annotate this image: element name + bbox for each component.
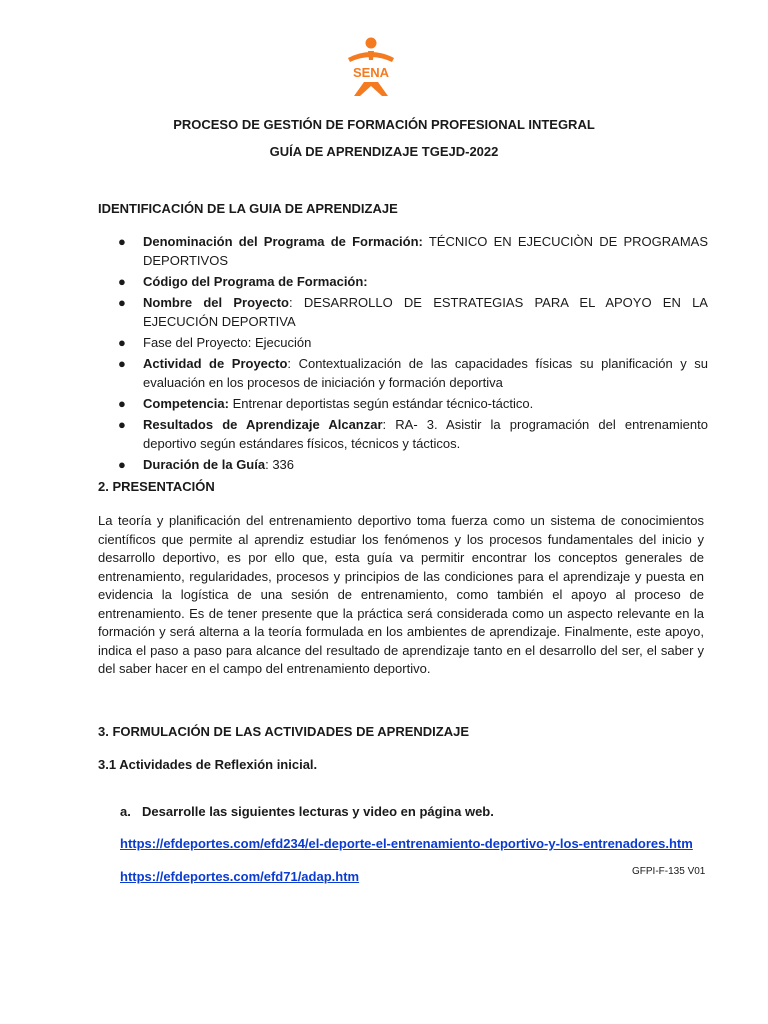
field-value: : Contextualización de las capacidades físicas su planificación y su evaluación en los procesos de iniciación y formación deportiva: [143, 356, 708, 390]
field-value: TÉCNICO EN EJECUCIÒN DE PROGRAMAS DEPORTIVOS: [143, 234, 708, 268]
svg-text:SENA: SENA: [352, 65, 390, 80]
list-item: [98, 394, 708, 413]
bullet-icon: ●: [118, 335, 126, 350]
list-item: [98, 333, 708, 352]
list-item: [98, 455, 708, 474]
activities-subheading: 3.1 Actividades de Reflexión inicial.: [98, 757, 318, 772]
field-label: Código del Programa de Formación:: [143, 274, 368, 289]
list-item: [98, 272, 708, 291]
identification-list: [98, 232, 708, 476]
guide-title: GUÍA DE APRENDIZAJE TGEJD-2022: [269, 144, 499, 159]
reading-link-2[interactable]: https://efdeportes.com/efd71/adap.htm: [120, 869, 360, 884]
field-label: Competencia:: [143, 396, 229, 411]
item-text: Desarrolle las siguientes lecturas y video en página web.: [142, 804, 494, 819]
list-item: [98, 293, 708, 331]
field-value: Entrenar deportistas según estándar técnico-táctico.: [228, 396, 534, 411]
activities-heading: 3. FORMULACIÓN DE LAS ACTIVIDADES DE APRENDIZAJE: [98, 724, 470, 739]
item-letter: a.: [120, 804, 131, 819]
field-value: : DESARROLLO DE ESTRATEGIAS PARA EL APOYO EN LA EJECUCIÓN DEPORTIVA: [143, 295, 708, 329]
bullet-icon: ●: [118, 417, 126, 432]
field-label: Denominación del Programa de Formación:: [143, 234, 423, 249]
field-label: Duración de la Guía: [143, 457, 266, 472]
document-code: GFPI-F-135 V01: [632, 866, 706, 877]
list-item: [98, 232, 708, 270]
bullet-icon: ●: [118, 396, 126, 411]
bullet-icon: ●: [118, 234, 126, 249]
bullet-icon: ●: [118, 356, 126, 371]
presentation-text: La teoría y planificación del entrenamiento deportivo toma fuerza como un sistema de conocimientos científicos que permite al aprendiz estudiar los fenómenos y los procesos fundamentales del inicio y desarrollo deportivo, es por ello que, esta guía va permitir encontrar los conceptos generales de entrenamiento, regularidades, procesos y principios de las condiciones para el aprendizaje y puesta en evidencia la logística de una sesión de entrenamiento, como también el apoyo al proceso de entrenamiento. Es de tener presente que la práctica será considerada como un aspecto relevante en la formación y será alterna a la teoría formulada en los ambientes de aprendizaje. Finalmente, este apoyo, indica el paso a paso para alcance del resultado de aprendizaje tanto en el desarrollo del ser, el saber y del saber hacer en el campo del entrenamiento deportivo.: [98, 513, 704, 676]
field-value: : RA- 3. Asistir la programación del entrenamiento deportivo según estándares físicos, técnicos y tácticos.: [143, 417, 708, 451]
bullet-icon: ●: [118, 274, 126, 289]
sena-logo: [342, 36, 400, 98]
field-label: Actividad de Proyecto: [143, 356, 288, 371]
process-title: PROCESO DE GESTIÓN DE FORMACIÓN PROFESIONAL INTEGRAL: [173, 117, 595, 132]
presentation-heading: 2. PRESENTACIÓN: [98, 479, 215, 494]
identification-heading: IDENTIFICACIÓN DE LA GUIA DE APRENDIZAJE: [98, 201, 398, 216]
field-label: Nombre del Proyecto: [143, 295, 289, 310]
activity-item: [120, 804, 494, 819]
field-label: Resultados de Aprendizaje Alcanzar: [143, 417, 383, 432]
field-value: Fase del Proyecto: Ejecución: [143, 335, 312, 350]
list-item: [98, 415, 708, 453]
presentation-paragraph: [98, 512, 704, 679]
bullet-icon: ●: [118, 295, 126, 310]
field-value: : 336: [265, 457, 295, 472]
reading-link-1[interactable]: https://efdeportes.com/efd234/el-deporte-el-entrenamiento-deportivo-y-los-entrenadores.htm: [120, 836, 693, 851]
list-item: [98, 354, 708, 392]
bullet-icon: ●: [118, 457, 126, 472]
